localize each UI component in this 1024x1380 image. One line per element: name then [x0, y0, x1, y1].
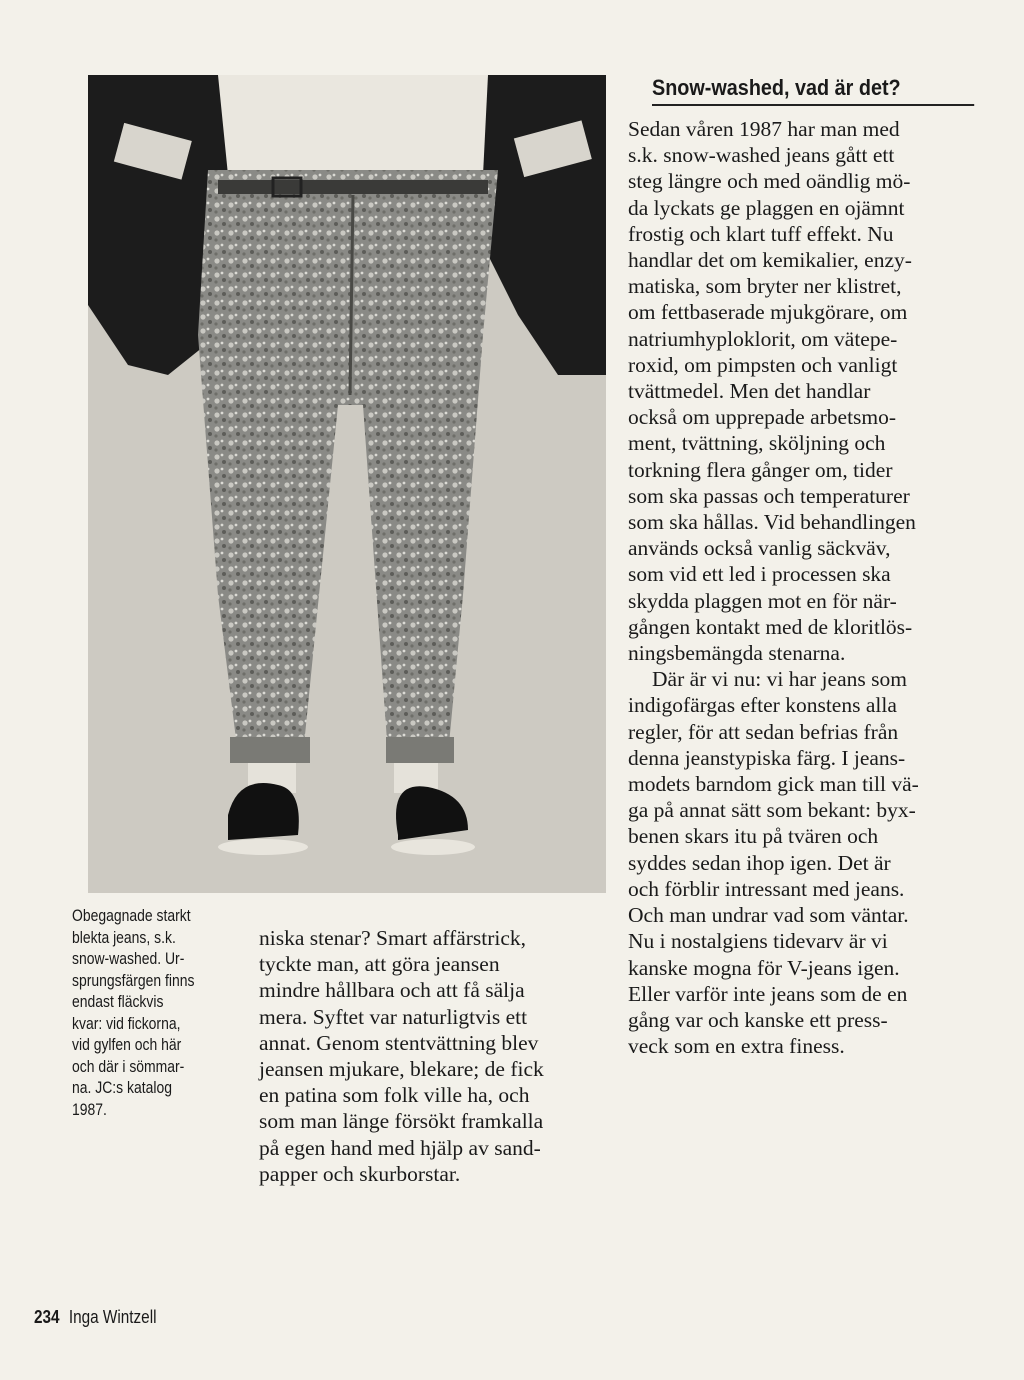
right-column-text [628, 116, 973, 1059]
text-line: Sedan våren 1987 har man med [628, 117, 900, 141]
text-line: ga på annat sätt som bekant: byx- [628, 798, 916, 823]
text-line: regler, för att sedan befrias från [628, 719, 899, 744]
text-line: används också vanlig säckväv, [628, 536, 891, 561]
caption-line: na. JC:s katalog [72, 1078, 172, 1097]
text-line: om fettbaserade mjukgörare, om [628, 300, 908, 325]
jeans-photo [88, 75, 606, 893]
caption-line: blekta jeans, s.k. [72, 927, 176, 947]
caption-line: sprungsfärgen finns [72, 970, 195, 990]
author-name: Inga Wintzell [68, 1307, 157, 1327]
text-line: syddes sedan ihop igen. Det är [628, 850, 891, 875]
text-line: gång var och kanske ett press- [628, 1007, 888, 1032]
text-line: benen skars itu på tvären och [628, 824, 879, 849]
text-line: som ska passas och temperaturer [628, 483, 910, 508]
paragraph-2 [628, 666, 973, 1059]
text-line: som man länge försökt framkalla [259, 1109, 544, 1134]
text-line: veck som en extra finess. [628, 1034, 845, 1059]
paragraph-1 [628, 116, 973, 666]
text-line: tyckte man, att göra jeansen [259, 952, 500, 977]
jeans-illustration [88, 75, 606, 893]
text-line: som ska hållas. Vid behandlingen [628, 510, 916, 535]
text-line: handlar det om kemikalier, enzy- [628, 248, 912, 273]
text-line: annat. Genom stentvättning blev [259, 1030, 539, 1055]
text-line: som vid ett led i processen ska [628, 562, 891, 587]
text-line: också om upprepade arbetsmo- [628, 405, 897, 430]
text-line: Nu i nostalgiens tidevarv är vi [628, 929, 888, 954]
text-line: mindre hållbara och att få sälja [259, 978, 525, 1003]
text-line: ment, tvättning, sköljning och [628, 431, 886, 456]
text-line: papper och skurborstar. [259, 1161, 461, 1186]
text-line: skydda plaggen mot en för när- [628, 588, 897, 613]
text-line: torkning flera gånger om, tider [628, 457, 893, 482]
caption-line: vid gylfen och här [72, 1035, 182, 1054]
text-line: ningsbemängda stenarna. [628, 641, 846, 666]
text-line: natriumhyploklorit, om vätepe- [628, 326, 898, 351]
text-line: Och man undrar vad som väntar. [628, 903, 909, 928]
text-line: kanske mogna för V-jeans igen. [628, 955, 900, 980]
caption-line: snow-washed. Ur- [72, 949, 185, 968]
page-footer [34, 1307, 156, 1328]
middle-column-text [259, 925, 609, 1187]
caption-line: 1987. [72, 1099, 107, 1119]
text-line: och förblir intressant med jeans. [628, 876, 905, 901]
text-line: jeansen mjukare, blekare; de fick [259, 1057, 544, 1082]
text-line: Där är vi nu: vi har jeans som [652, 667, 907, 692]
text-line: modets barndom gick man till vä- [628, 772, 919, 797]
text-line: en patina som folk ville ha, och [259, 1083, 530, 1108]
text-line: denna jeanstypiska färg. I jeans- [628, 745, 906, 770]
text-line: gången kontakt med de kloritlös- [628, 614, 913, 639]
photo-caption [72, 905, 232, 1120]
caption-line: Obegagnade starkt [72, 906, 191, 925]
text-line: da lyckats ge plaggen en ojämnt [628, 195, 905, 220]
text-line: mera. Syftet var naturligtvis ett [259, 1004, 528, 1029]
text-line: matiska, som bryter ner klistret, [628, 274, 902, 299]
text-line: roxid, om pimpsten och vanligt [628, 352, 898, 377]
text-line: steg längre och med oändlig mö- [628, 169, 911, 194]
text-line: niska stenar? Smart affärstrick, [259, 926, 527, 950]
caption-line: kvar: vid fickorna, [72, 1013, 181, 1033]
text-line: tvättmedel. Men det handlar [628, 379, 871, 404]
text-line: indigofärgas efter konstens alla [628, 693, 897, 718]
text-line: Eller varför inte jeans som de en [628, 981, 908, 1006]
text-line: s.k. snow-washed jeans gått ett [628, 143, 895, 168]
page-number: 234 [34, 1307, 60, 1327]
text-line: frostig och klart tuff effekt. Nu [628, 221, 894, 246]
caption-line: endast fläckvis [72, 992, 164, 1011]
caption-line: och där i sömmar- [72, 1056, 185, 1076]
text-line: på egen hand med hjälp av sand- [259, 1135, 541, 1160]
section-heading: Snow-washed, vad är det? [652, 74, 974, 106]
